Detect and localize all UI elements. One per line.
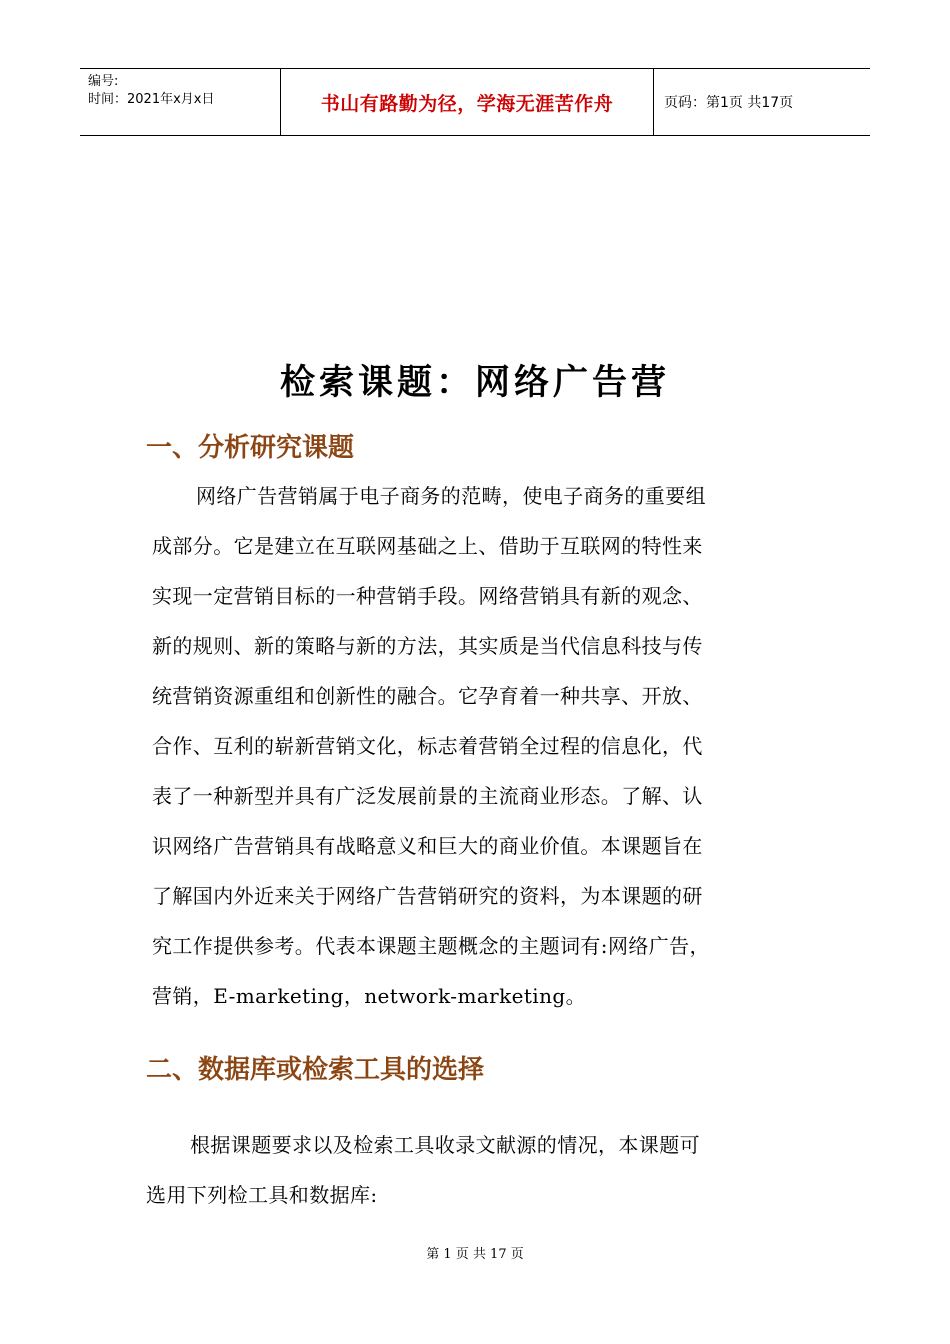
section-heading-analysis: 一、分析研究课题 bbox=[146, 433, 355, 463]
page-footer: 第 1 页 共 17 页 bbox=[426, 1247, 524, 1262]
paragraph-line: 了解国内外近来关于网络广告营销研究的资料，为本课题的研 bbox=[152, 884, 703, 908]
paragraph-line: 选用下列检工具和数据库: bbox=[146, 1183, 378, 1207]
header-table bbox=[80, 68, 870, 136]
paragraph-line: 实现一定营销目标的一种营销手段。网络营销具有新的观念、 bbox=[152, 584, 703, 608]
header-page-info: 页码：第1页 共17页 bbox=[664, 95, 794, 111]
document-date: 时间：2021年x月x日 bbox=[88, 92, 215, 107]
paragraph-line: 营销，E-marketing，network-marketing。 bbox=[152, 984, 586, 1008]
document-number-label: 编号: bbox=[88, 74, 119, 89]
paragraph-line: 根据课题要求以及检索工具收录文献源的情况，本课题可 bbox=[190, 1133, 700, 1157]
paragraph-line: 新的规则、新的策略与新的方法，其实质是当代信息科技与传 bbox=[152, 634, 703, 658]
header-meta-cell bbox=[80, 69, 281, 135]
paragraph-line: 合作、互利的崭新营销文化，标志着营销全过程的信息化，代 bbox=[152, 734, 703, 758]
paragraph-line: 表了一种新型并具有广泛发展前景的主流商业形态。了解、认 bbox=[152, 784, 703, 808]
header-motto: 书山有路勤为径，学海无涯苦作舟 bbox=[281, 69, 654, 135]
paragraph-line: 究工作提供参考。代表本课题主题概念的主题词有:网络广告， bbox=[152, 934, 710, 958]
paragraph-line: 网络广告营销属于电子商务的范畴，使电子商务的重要组 bbox=[196, 484, 706, 508]
section-heading-database-selection: 二、数据库或检索工具的选择 bbox=[146, 1055, 485, 1085]
paragraph-line: 统营销资源重组和创新性的融合。它孕育着一种共享、开放、 bbox=[152, 684, 703, 708]
document-title: 检索课题：网络广告营 bbox=[279, 362, 670, 403]
paragraph-line: 识网络广告营销具有战略意义和巨大的商业价值。本课题旨在 bbox=[152, 834, 703, 858]
paragraph-line: 成部分。它是建立在互联网基础之上、借助于互联网的特性来 bbox=[152, 534, 703, 558]
